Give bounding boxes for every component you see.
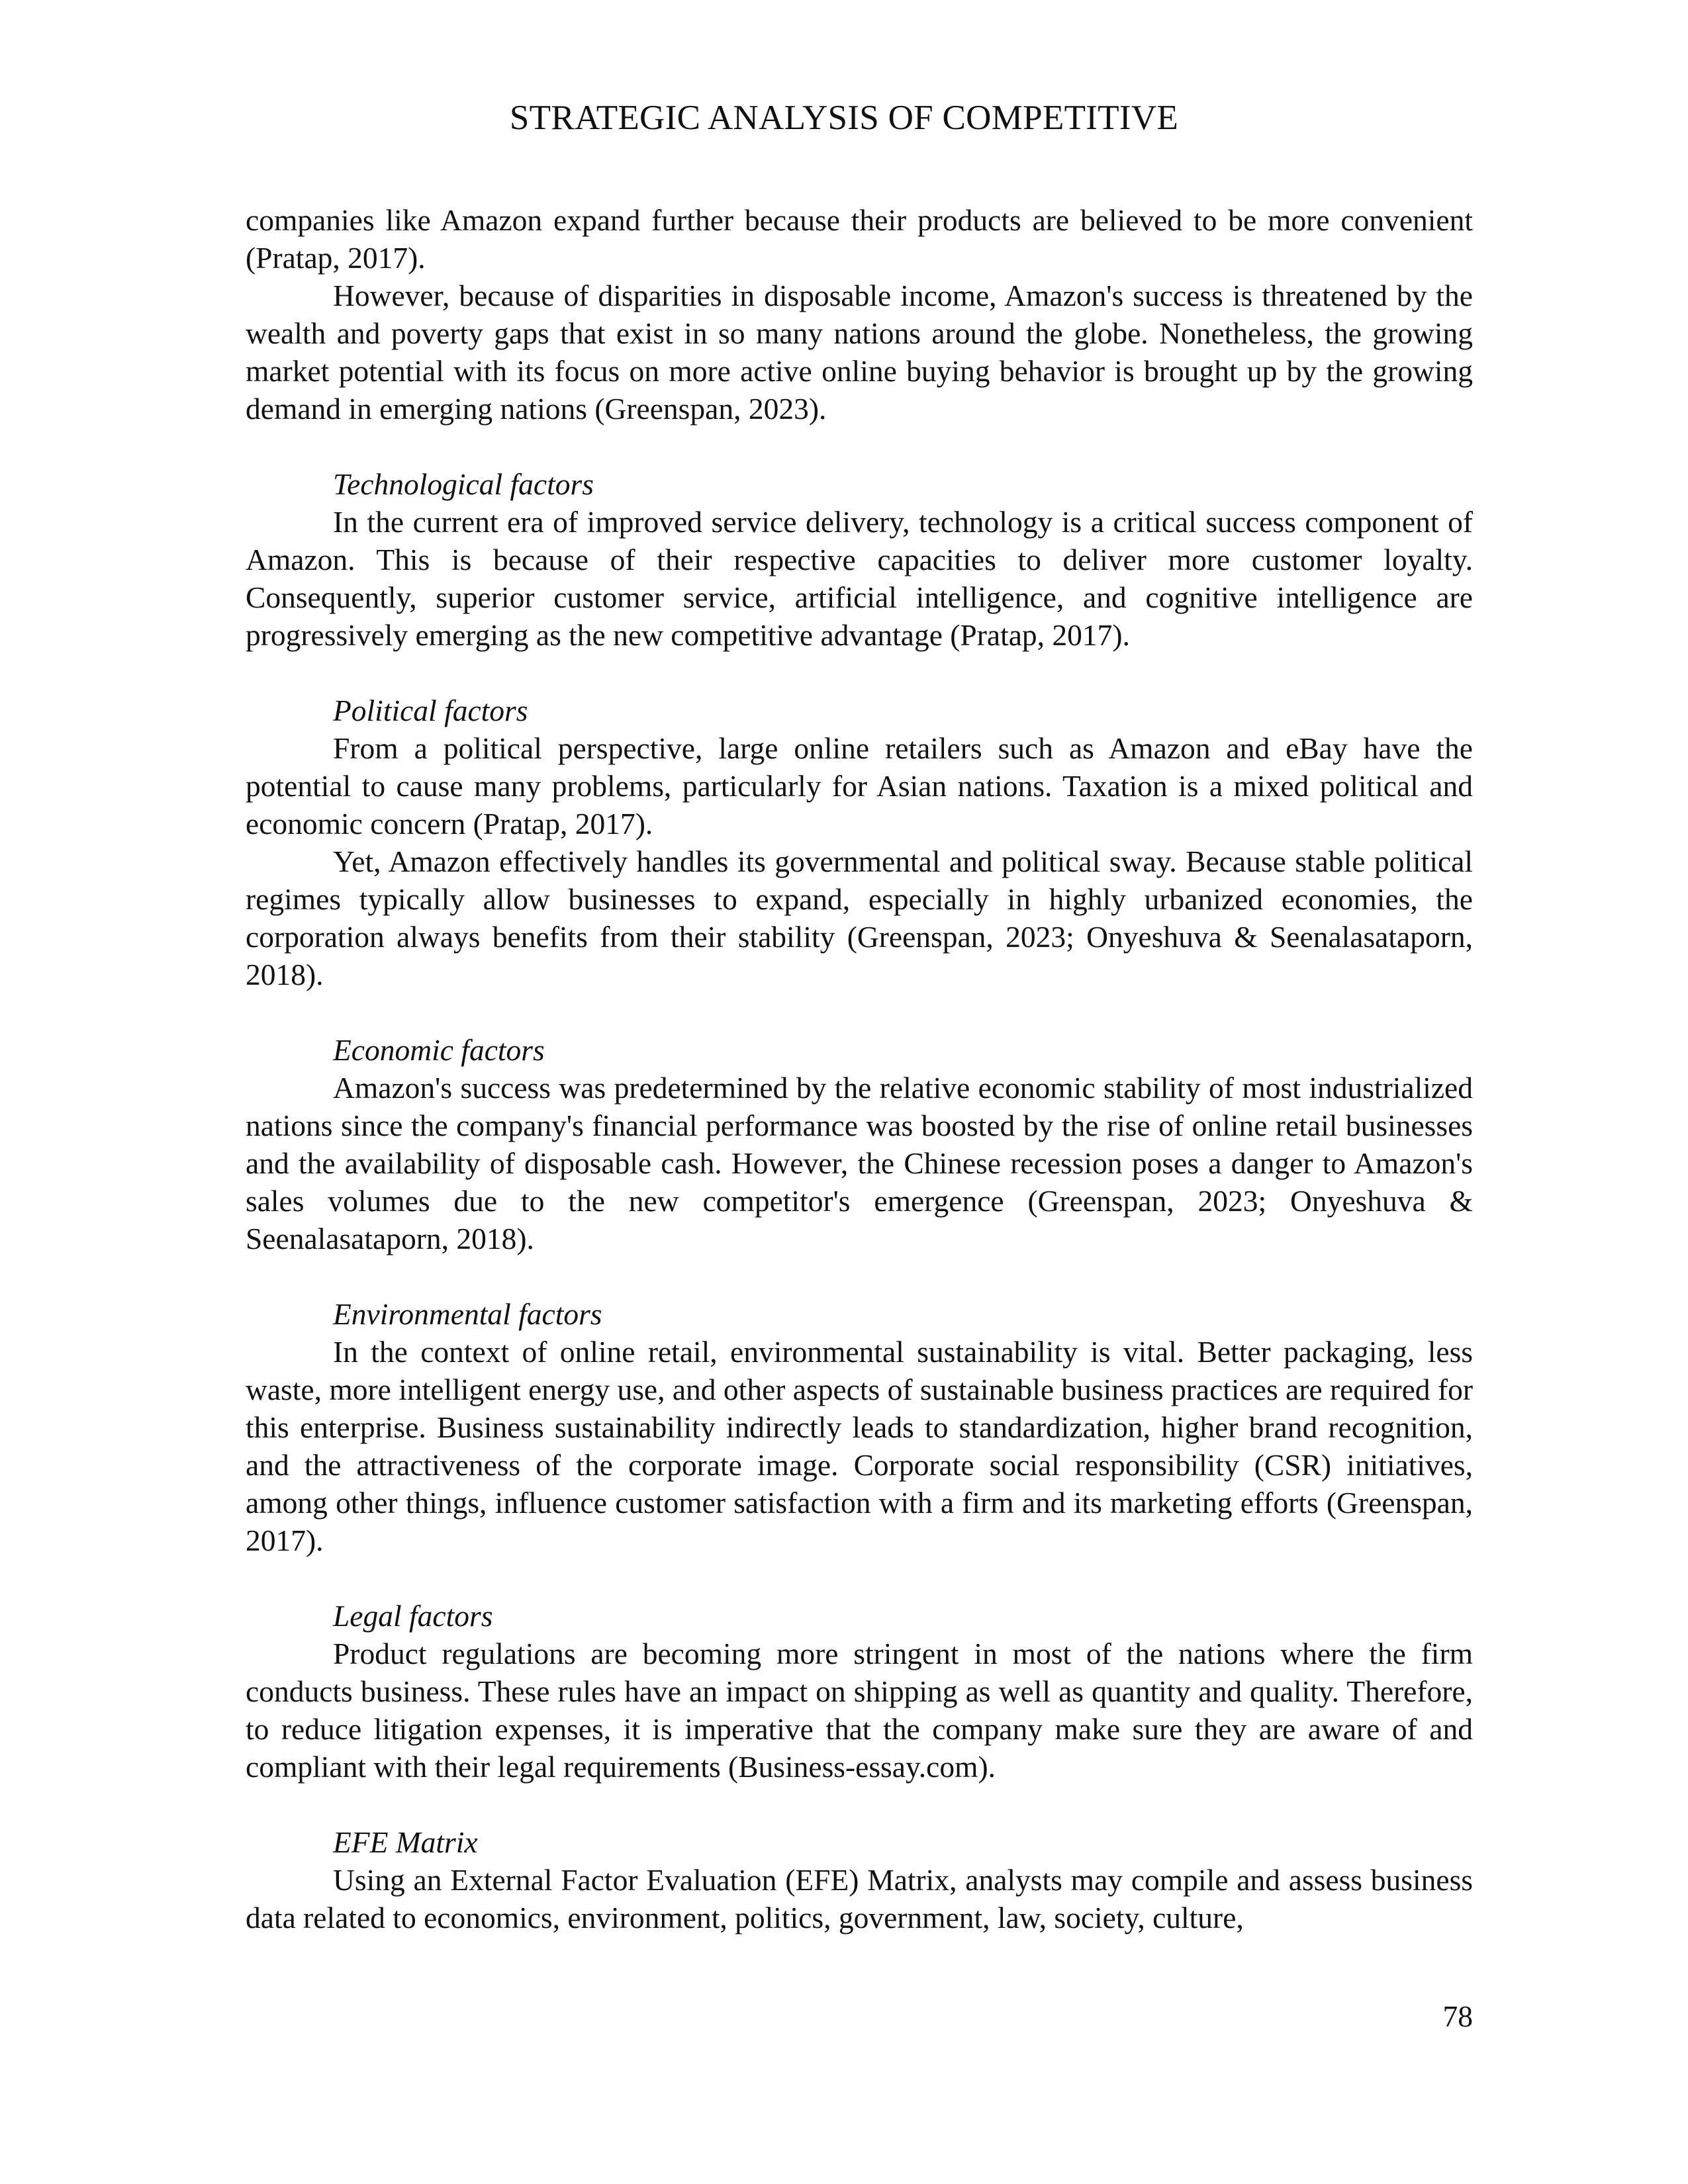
running-head: STRATEGIC ANALYSIS OF COMPETITIVE [509, 99, 1179, 137]
heading-political-factors: Political factors [333, 694, 528, 727]
paragraph-political-1: From a political perspective, large online retailers such as Amazon and eBay have the potential to cause many problems, particularly for Asian nations. Taxation is a mixed political and economic concern (Pratap, 2017). [246, 731, 1473, 841]
paragraph-legal: Product regulations are becoming more stringent in most of the nations where the firm conducts business. These rules have an impact on shipping as well as quantity and quality. Therefore, to reduce litigation expenses, it is imperative that the company make sure they are aware of and compliant with their legal requirements (Business-essay.com). [246, 1637, 1473, 1784]
heading-legal-factors: Legal factors [333, 1599, 493, 1633]
page-body [246, 201, 1473, 1936]
paragraph-technological: In the current era of improved service delivery, technology is a critical success component of Amazon. This is because of their respective capacities to deliver more customer loyalty. Consequently, superior customer service, artificial intelligence, and cognitive intelligence are progressively emerging as the new competitive advantage (Pratap, 2017). [246, 505, 1473, 652]
heading-technological-factors: Technological factors [333, 467, 594, 501]
paragraph-environmental: In the context of online retail, environmental sustainability is vital. Better packaging, less waste, more intelligent energy use, and other aspects of sustainable business practices are required for this enterprise. Business sustainability indirectly leads to standardization, higher brand recognition, and the attractiveness of the corporate image. Corporate social responsibility (CSR) initiatives, among other things, influence customer satisfaction with a firm and its marketing efforts (Greenspan, 2017). [246, 1335, 1473, 1557]
paragraph-efe: Using an External Factor Evaluation (EFE) Matrix, analysts may compile and assess business data related to economics, environment, politics, government, law, society, culture, [246, 1863, 1473, 1934]
paragraph-continued: companies like Amazon expand further because their products are believed to be more convenient (Pratap, 2017). [246, 203, 1473, 275]
paragraph-political-2: Yet, Amazon effectively handles its governmental and political sway. Because stable political regimes typically allow businesses to expand, especially in highly urbanized economies, the corporation always benefits from their stability (Greenspan, 2023; Onyeshuva & Seenalasataporn, 2018). [246, 844, 1473, 991]
paragraph-disparities: However, because of disparities in disposable income, Amazon's success is threatened by the wealth and poverty gaps that exist in so many nations around the globe. Nonetheless, the growing market potential with its focus on more active online buying behavior is brought up by the growing demand in emerging nations (Greenspan, 2023). [246, 279, 1473, 426]
heading-environmental-factors: Environmental factors [333, 1297, 602, 1331]
heading-efe-matrix: EFE Matrix [333, 1825, 478, 1859]
page-number: 78 [1442, 1999, 1473, 2033]
paragraph-economic: Amazon's success was predetermined by the relative economic stability of most industrialized nations since the company's financial performance was boosted by the rise of online retail businesses and the availability of disposable cash. However, the Chinese recession poses a danger to Amazon's sales volumes due to the new competitor's emergence (Greenspan, 2023; Onyeshuva & Seenalasataporn, 2018). [246, 1071, 1473, 1255]
heading-economic-factors: Economic factors [333, 1033, 545, 1067]
